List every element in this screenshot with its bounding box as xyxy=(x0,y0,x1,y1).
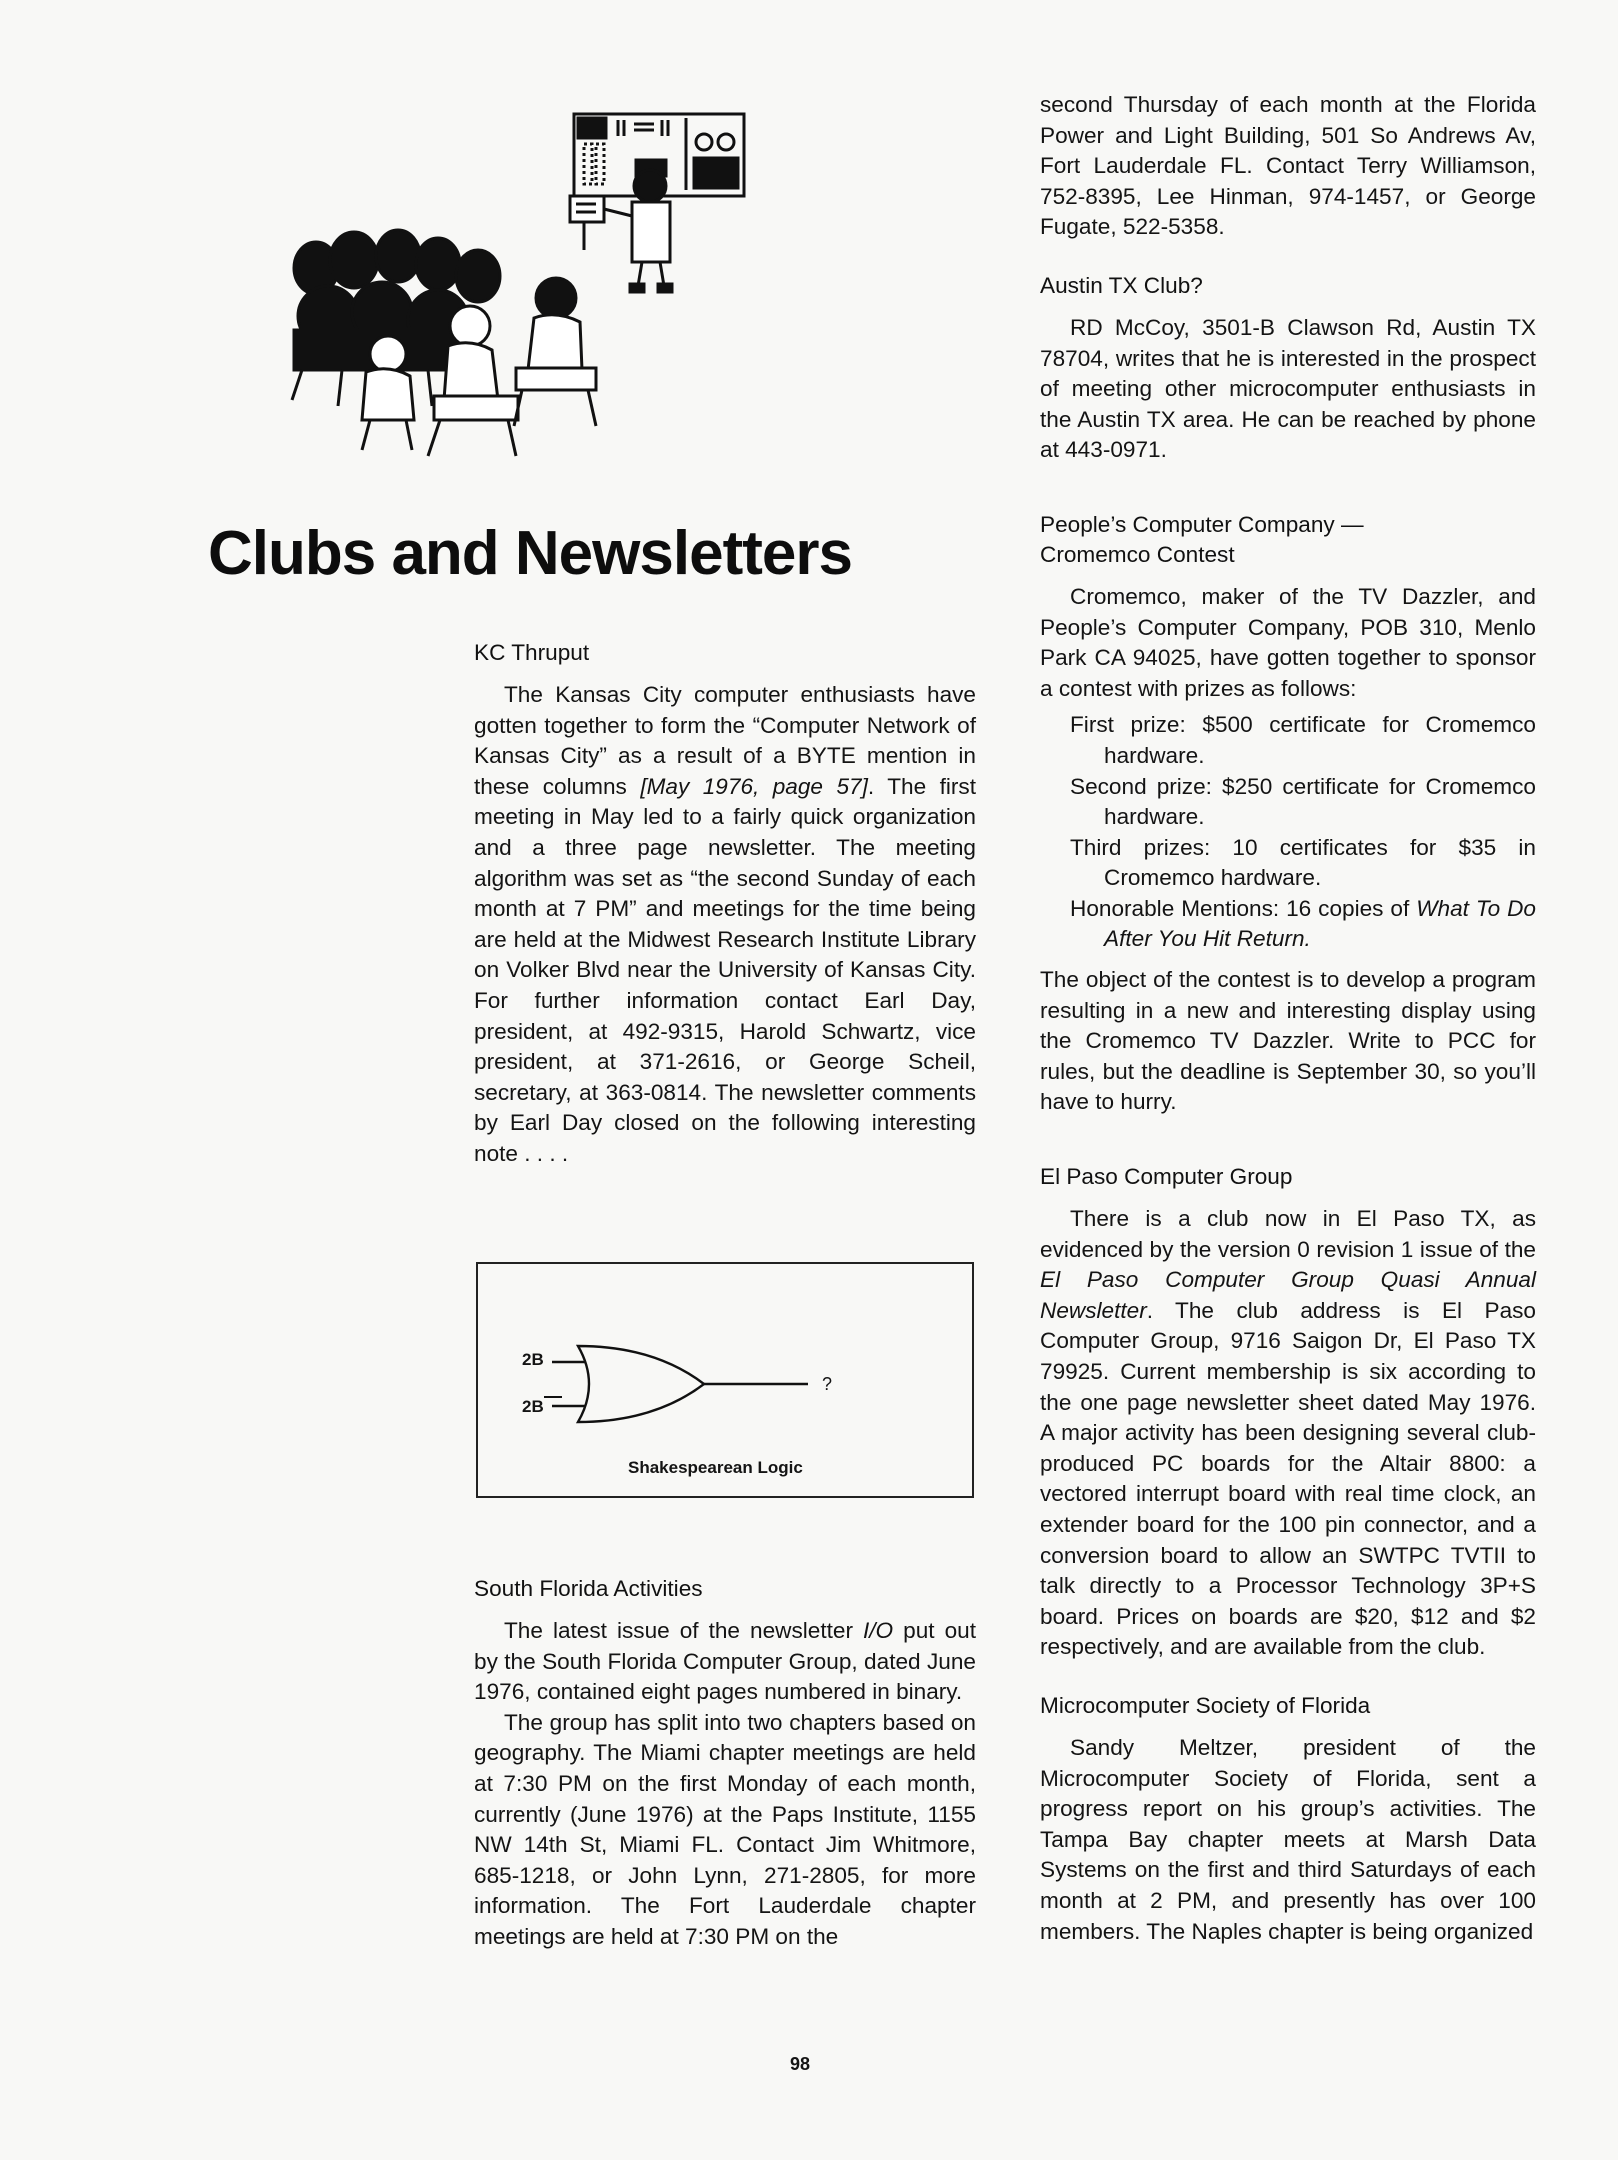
south-florida-paragraph-3: second Thursday of each month at the Florida Power and Light Building, 501 So Andrews Av, Fort Lauderdale FL. Contact Terry Williamson, 752-8395, Lee Hinman, 974-1457, or George Fugate, 522-5358. xyxy=(1040,92,1536,240)
left-column-lower xyxy=(474,1574,976,1953)
club-meeting-illustration xyxy=(258,100,758,500)
prize-item: Second prize: $250 certificate for Cromemco hardware. xyxy=(1070,773,1536,830)
sf-text-part1: The latest issue of the newsletter xyxy=(504,1618,863,1643)
south-florida-paragraph-2: The group has split into two chapters based on geography. The Miami chapter meetings are held at 7:30 PM on the first Monday of each month, currently (June 1976) at the Paps Institute, 1155 NW 14th St, Miami FL. Contact Jim Whitmore, 685-1218, or John Lynn, 271-2805, for more information. The Fort Lauderdale chapter meetings are held at 7:30 PM on the xyxy=(474,1709,976,1949)
page-number: 98 xyxy=(790,2054,811,2074)
input-b-not-label: 2B xyxy=(522,1397,544,1416)
prize-item xyxy=(1040,894,1536,955)
south-florida-heading: South Florida Activities xyxy=(474,1576,703,1601)
prize-item: First prize: $500 certificate for Cromemco hardware. xyxy=(1070,712,1536,768)
prize4-text: Honorable Mentions: 16 copies of xyxy=(1070,895,1417,921)
prize-list xyxy=(1040,710,1536,955)
pcc-heading-line1: People’s Computer Company — xyxy=(1040,511,1364,537)
output-question-mark: ? xyxy=(822,1374,833,1394)
right-column xyxy=(1040,90,1536,1947)
kc-thruput-paragraph xyxy=(474,680,976,1170)
pcc-heading xyxy=(1040,510,1536,570)
pcc-paragraph-1: Cromemco, maker of the TV Dazzler, and People’s Computer Company, POB 310, Menlo Park CA 94025, have gotten together to sponsor a contest with prizes as follows: xyxy=(1040,583,1536,701)
msf-heading: Microcomputer Society of Florida xyxy=(1040,1692,1371,1718)
el-paso-paragraph xyxy=(1040,1204,1536,1663)
kc-text-part1: The Kansas City computer enthusiasts have gotten together to form the “Computer Network of Kansas City” as a result of a BYTE mention in these columns xyxy=(474,682,976,799)
ep-text-part2: . The club address is El Paso Computer Group, 9716 Saigon Dr, El Paso TX 79925. Current membership is six according to the one page newsletter sheet dated May 1976. A major activity has been designing several club-produced PC boards for the Altair 8800: a vectored interrupt board with real time clock, an extender board for the 100 pin connector, and a conversion board to allow an SWTPC TVTII to talk directly to a Processor Technology 3P+S board. Prices on boards are $20, $12 and $2 respectively, and are available from the club. xyxy=(1040,1297,1536,1660)
msf-paragraph: Sandy Meltzer, president of the Microcomputer Society of Florida, sent a progress report on his group’s activities. The Tampa Bay chapter meets at Marsh Data Systems on the first and third Saturdays of each month at 2 PM, and presently has over 100 members. The Naples chapter is being organized xyxy=(1040,1734,1536,1944)
kc-reference: [May 1976, page 57] xyxy=(640,773,868,799)
sf-text-part2: put out by the South Florida Computer Group, dated June 1976, contained eight pages numbered in binary. xyxy=(474,1618,976,1705)
figure-caption: Shakespearean Logic xyxy=(628,1458,803,1477)
lecturer-figure xyxy=(570,170,672,292)
south-florida-paragraph-1 xyxy=(474,1616,976,1708)
page-title: Clubs and Newsletters xyxy=(208,519,852,588)
pcc-heading-line2: Cromemco Contest xyxy=(1040,541,1235,567)
input-a-label: 2B xyxy=(522,1350,544,1369)
left-column xyxy=(474,638,976,1170)
kc-text-part2: . The first meeting in May led to a fairly quick organization and a three page newsletter. The meeting algorithm was set as “the second Sunday of each month at 7 PM” and meetings for the time being are held at the Midwest Research Institute Library on Volker Blvd near the University of Kansas City. For further information contact Earl Day, president, at 492-9315, Harold Schwartz, vice president, at 371-2616, or George Scheil, secretary, at 363-0814. The newsletter comments by Earl Day closed on the following interesting note . . . . xyxy=(474,773,976,1166)
ep-text-part1: There is a club now in El Paso TX, as evidenced by the version 0 revision 1 issue of the xyxy=(1040,1206,1536,1262)
austin-heading: Austin TX Club? xyxy=(1040,272,1203,298)
austin-paragraph: RD McCoy, 3501-B Clawson Rd, Austin TX 78704, writes that he is interested in the prospect of meeting other microcomputer enthusiasts in the Austin TX area. He can be reached by phone at 443-0971. xyxy=(1040,314,1536,463)
el-paso-heading: El Paso Computer Group xyxy=(1040,1164,1293,1190)
pcc-paragraph-2: The object of the contest is to develop a program resulting in a new and interesting display using the Cromemco TV Dazzler. Write to PCC for rules, but the deadline is September 30, so you’ll have to hurry. xyxy=(1040,967,1536,1115)
ep-newsletter-title: El Paso Computer Group Quasi Annual Newsletter xyxy=(1040,1267,1536,1323)
prize4-book-title: What To Do After You Hit Return. xyxy=(1104,895,1536,952)
kc-thruput-heading: KC Thruput xyxy=(474,640,590,665)
prize-item: Third prizes: 10 certificates for $35 in Cromemco hardware. xyxy=(1070,834,1536,891)
shakespearean-logic-figure xyxy=(476,1262,974,1498)
sf-newsletter-title: I/O xyxy=(863,1618,894,1643)
